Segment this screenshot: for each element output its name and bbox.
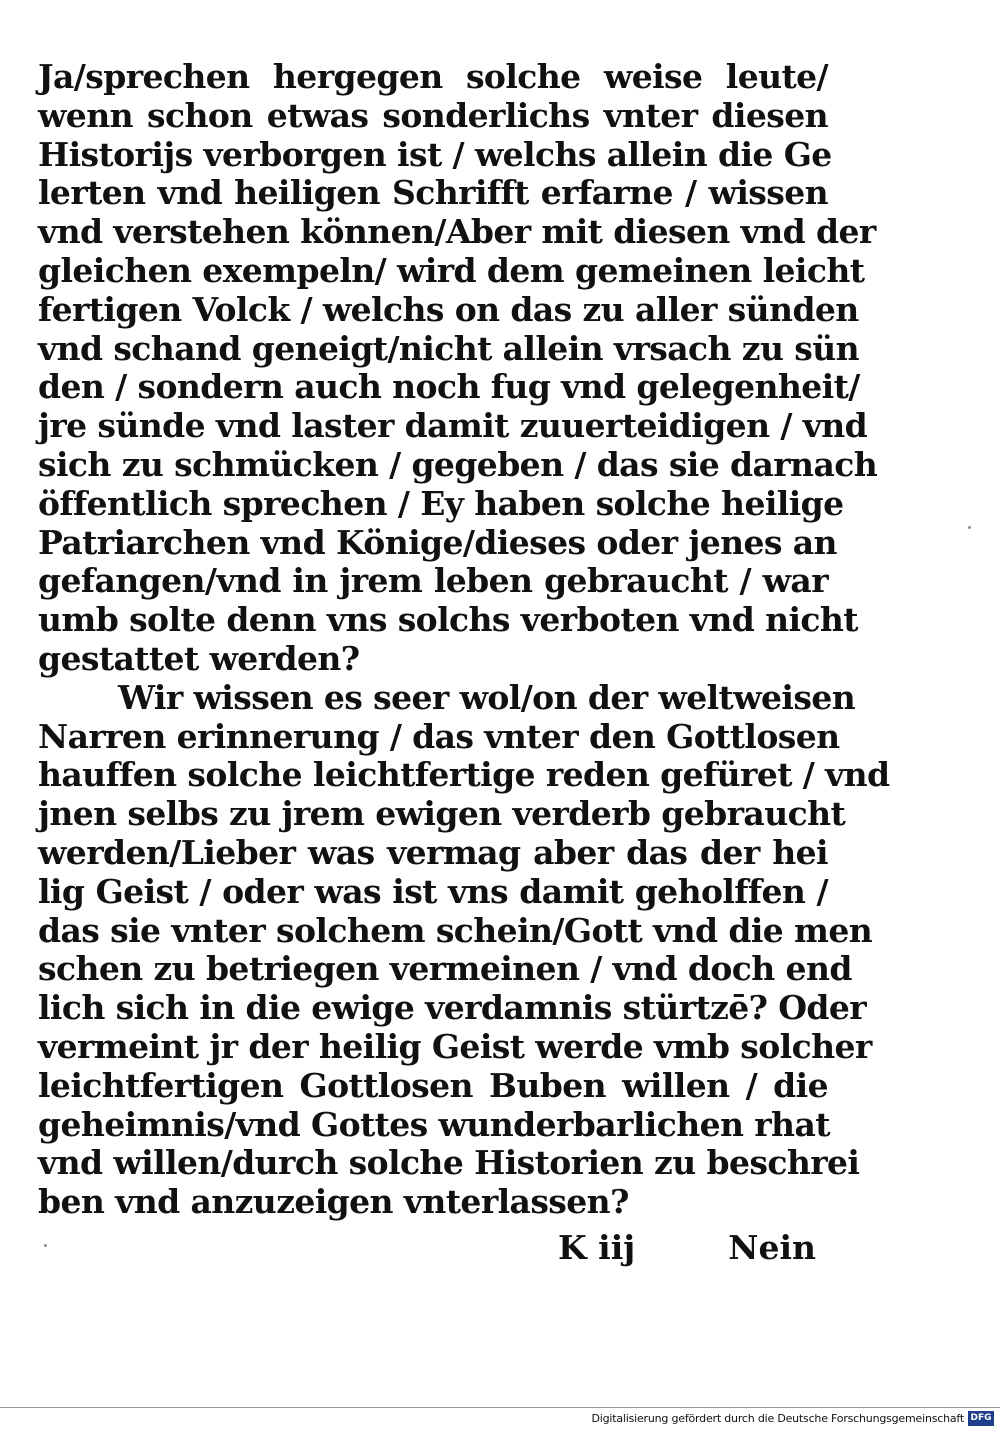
text-line: hauffen solche leichtfertige reden gefüret / vnd: [38, 755, 890, 795]
text-line: lich sich in die ewige verdamnis stürtzē? Oder: [38, 988, 867, 1028]
text-line: öffentlich sprechen / Ey haben solche heilige: [38, 483, 844, 523]
text-line: Wir wissen es seer wol/on der weltweisen: [118, 677, 856, 717]
text-line: vermeint jr der heilig Geist werde vmb solcher: [38, 1026, 872, 1066]
scan-speck: [968, 526, 971, 529]
text-line: ben vnd anzuzeigen vnterlassen?: [38, 1182, 629, 1222]
body-text: [38, 57, 890, 1222]
page-footer-marks: [38, 1228, 828, 1268]
text-line: vnd willen/durch solche Historien zu beschrei: [38, 1143, 860, 1183]
scan-speck: [44, 1244, 47, 1247]
funding-footer-bar: [0, 1407, 1000, 1430]
text-line: sich zu schmücken / gegeben / das sie darnach: [38, 444, 878, 484]
text-line: vnd schand geneigt/nicht allein vrsach zu sün: [38, 328, 859, 368]
text-line: den / sondern auch noch fug vnd gelegenheit/: [38, 367, 860, 407]
text-line: umb solte denn vns solchs verboten vnd nicht: [38, 600, 858, 640]
text-line: lig Geist / oder was ist vns damit geholffen /: [38, 871, 828, 911]
text-line: das sie vnter solchem schein/Gott vnd die men: [38, 910, 873, 950]
funding-credit: Digitalisierung gefördert durch die Deutsche Forschungsgemeinschaft: [591, 1412, 964, 1425]
text-line: Patriarchen vnd Könige/dieses oder jenes an: [38, 522, 837, 562]
text-line: Narren erinnerung / das vnter den Gottlosen: [38, 716, 840, 756]
signature-mark: K iij: [558, 1228, 636, 1267]
text-line: vnd verstehen können/Aber mit diesen vnd der: [38, 212, 876, 252]
catchword: Nein: [728, 1228, 816, 1267]
text-line: wenn schon etwas sonderlichs vnter diesen: [38, 95, 828, 135]
text-line: werden/Lieber was vermag aber das der hei: [38, 832, 828, 872]
text-line: schen zu betriegen vermeinen / vnd doch end: [38, 949, 852, 989]
text-line: lerten vnd heiligen Schrifft erfarne / wissen: [38, 173, 828, 213]
text-line: gleichen exempeln/ wird dem gemeinen leicht: [38, 250, 865, 290]
text-line: gestattet werden?: [38, 638, 360, 678]
dfg-logo-icon: DFG: [968, 1411, 994, 1426]
text-line: fertigen Volck / welchs on das zu aller sünden: [38, 289, 859, 329]
text-line: geheimnis/vnd Gottes wunderbarlichen rhat: [38, 1104, 830, 1144]
text-line: Historijs verborgen ist / welchs allein die Ge: [38, 134, 832, 174]
text-line: jre sünde vnd laster damit zuuerteidigen / vnd: [38, 406, 868, 446]
text-line: gefangen/vnd in jrem leben gebraucht / war: [38, 561, 828, 601]
text-line: jnen selbs zu jrem ewigen verderb gebraucht: [38, 794, 846, 834]
text-line: Ja/sprechen hergegen solche weise leute/: [38, 57, 828, 96]
text-line: leichtfertigen Gottlosen Buben willen / die: [38, 1065, 828, 1105]
